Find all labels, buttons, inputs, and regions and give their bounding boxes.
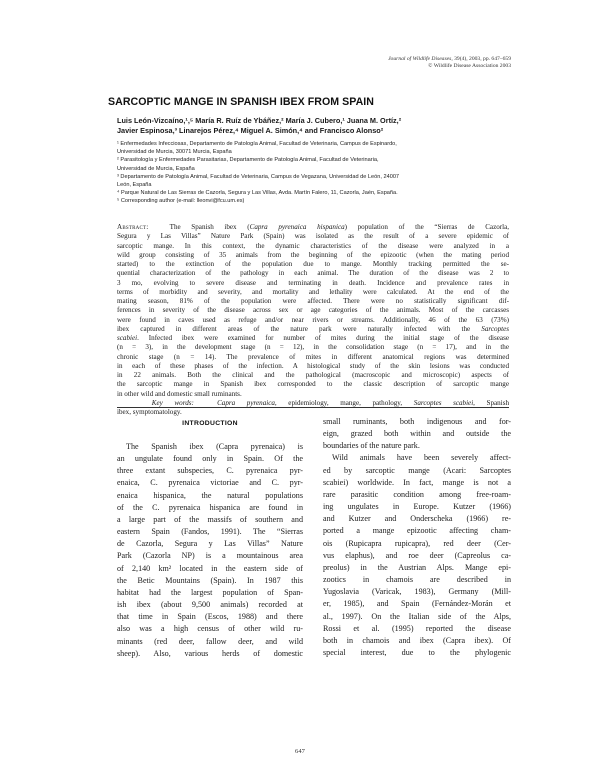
affiliation-line: ³ Departamento de Patología Animal, Facultad de Veterinaria, Campus de Vegazana, Universidad de León, 24007 (117, 173, 400, 180)
author-line: Javier Espinosa,³ Linarejos Pérez,⁴ Miguel A. Simón,⁴ and Francisco Alonso² (117, 126, 384, 136)
body-line: a large part of the massifs of southern and (117, 514, 303, 524)
abstract-line: in other wild and domestic small ruminants. (117, 389, 242, 398)
affiliation-line: ² Parasitología y Enfermedades Parasitarias, Departamento de Patología Animal, Facultad de Veterinaria, (117, 157, 379, 164)
species-name: Sarcoptes (481, 324, 509, 333)
body-line: habitat had the largest population of Span- (117, 587, 303, 597)
body-line: Wild animals have been severely affect- (332, 453, 511, 463)
affiliation-line: ⁴ Parque Natural de Las Sierras de Cazorla, Segura y Las Villas, Avda. Martín Falero, 11, Cazorla, Jaén, España. (117, 190, 398, 197)
body-line: also was a high census of other wild ru- (117, 624, 303, 634)
volume-pages: , 39(4), 2003, pp. 647–659 (451, 56, 511, 62)
body-line: preolus) in the Austrian Alps. Mange epi- (323, 562, 511, 572)
abstract-text: The Spanish ibex ( (169, 223, 250, 231)
affiliation-line: León, España (117, 182, 152, 189)
abstract-line: ferences in severity of the disease across sex or age categories of the animals. Most of the carcasses (117, 306, 509, 315)
section-heading: INTRODUCTION (182, 420, 238, 427)
author-line: Luis León-Vizcaíno,¹,⁵ María R. Ruíz de Ybáñez,² María J. Cubero,¹ Juana M. Ortíz,² (117, 116, 402, 125)
abstract-line: in 22 animals. Both the clinical and the pathological (macroscopic and microscopic) aspects of (117, 371, 509, 379)
body-line: both in chamois and ibex (Capra ibex). Of (323, 635, 511, 645)
body-line: special interest, due to the phylogenic (323, 647, 511, 657)
body-line: Park (Cazorla NP) is a mountainous area (117, 551, 303, 561)
species-name: Capra pyrenaica hispanica (249, 223, 345, 231)
body-line: rare parasitic condition among free-roam- (323, 489, 511, 499)
abstract-text: ibex captured in different areas of the nature park were naturally infected with the (117, 324, 482, 333)
abstract-text: ) population of the “Sierras de Cazorla, (344, 223, 510, 231)
affiliation-line: Universidad de Murcia, España (117, 165, 195, 172)
abstract-line: wild group consisting of 35 animals from the beginning of the epizootic (when the mating period (117, 250, 509, 259)
abstract-line (117, 325, 509, 334)
abstract-line: Segura y Las Villas” Nature Park (Spain) was isolated as the result of a severe epidemic of (117, 232, 509, 241)
body-line: that time in Spain (Escos, 1988) and there (117, 612, 303, 622)
body-line: eastern Spain (Fandos, 1991). The “Sierras (117, 527, 303, 537)
keyword: Capra pyrenaica (217, 398, 275, 407)
body-line: of the C. pyrenaica hispanica are found in (117, 502, 303, 512)
affiliation-line: ¹ Enfermedades Infecciosas, Departamento de Patología Animal, Facultad de Veterinaria, Campus de Espinardo, (117, 141, 397, 147)
author-list (117, 116, 517, 137)
abstract-line: sarcoptic mange. In this context, the dynamic characteristics of the disease were analyzed in a (117, 241, 509, 250)
body-line: the Betic Mountains (Spain). In 1987 this (117, 575, 303, 585)
abstract-line (117, 223, 509, 232)
article-title: SARCOPTIC MANGE IN SPANISH IBEX FROM SPAIN (108, 96, 374, 108)
body-line: ois (Rupicapra rupicapra), red deer (Cer- (323, 538, 511, 548)
body-line: de Cazorla, Segura y Las Villas” Nature (117, 539, 303, 549)
abstract-line: chronic stage (n = 14). The prevalence of mites in different anatomical regions was determined (117, 352, 509, 361)
body-line: Yugoslavia (Varicak, 1983), Germany (Mill- (323, 587, 511, 597)
key-words-label: Key words: (151, 398, 194, 407)
citation-line (271, 56, 511, 63)
body-line: ing ungulates in Europe. Kutzer (1966) (323, 502, 511, 512)
abstract-label: Abstract: (117, 223, 149, 231)
body-line: three extant subspecies, C. pyrenaica pyr- (117, 466, 303, 476)
body-line: ish ibex (about 9,500 animals) recorded at (117, 600, 303, 610)
body-line: al., 1997). On the Italian side of the Alps, (323, 611, 511, 621)
body-line: boundaries of the nature park. (323, 441, 420, 451)
page-number: 647 (295, 748, 305, 755)
abstract-line: were found in caves used as refuge and/or near rivers or streams. Additionally, 46 of the 63 (73%) (117, 315, 509, 324)
body-line: zootics in chamois are described in (323, 575, 511, 585)
abstract-line (117, 334, 509, 343)
body-line: The Spanish ibex (Capra pyrenaica) is (126, 442, 303, 451)
abstract-line: in each of these phases of the infection. A histological study of the skin lesions was conducted (117, 361, 509, 370)
keyword: , epidemiology, mange, pathology, (274, 398, 414, 407)
affiliation-list (117, 140, 517, 206)
body-line: ported a mange epizootic affecting cham- (323, 526, 511, 536)
body-line: er, 1985), and Spain (Fernández-Morán et (323, 599, 511, 609)
corresponding-author: ⁵ Corresponding author (e-mail: lleonvi@fcu.um.es) (117, 198, 245, 205)
body-line: minants (red deer, fallow deer, and wild (117, 636, 303, 646)
copyright-line: © Wildlife Disease Association 2003 (428, 62, 511, 69)
section-divider (117, 407, 509, 408)
body-line: and Kutzer and Onderscheka (1966) re- (323, 514, 511, 524)
abstract-line: quential characterization of the pathology in each animal. The duration of the disease was 2 to (117, 269, 509, 278)
body-line: enaica hispanica, the natural populations (117, 490, 303, 500)
journal-citation (271, 56, 511, 69)
abstract-line: started) to the extinction of the population due to mange. Monthly tracking permitted the se- (117, 260, 509, 268)
body-line: an ungulate found only in Spain. Of the (117, 454, 303, 464)
abstract-line: terms of morbidity and severity, and mortality and lethality were calculated. At the end of the (117, 287, 509, 296)
abstract-text: . Infected ibex were examined for number of mites during the initial stage of the disease (137, 334, 509, 342)
body-line: Rossi et al. (1995) reported the disease (323, 623, 511, 633)
body-line: scabiei) worldwide. In fact, mange is not a (323, 477, 511, 487)
body-column-right (323, 416, 511, 659)
body-line: sheep). Also, various herds of domestic (117, 648, 303, 658)
body-line: small ruminants, both indigenous and for- (323, 417, 511, 426)
abstract-line: the sarcoptic mange in Spanish ibex corresponded to the classic description of sarcoptic mange (117, 380, 509, 389)
keyword: Sarcoptes scabiei (413, 398, 474, 407)
body-line: eign, grazed both within and outside the (323, 429, 511, 439)
keyword: , Spanish (473, 398, 510, 407)
abstract-line: (n = 3), in the development stage (n = 12), in the consolidation stage (n = 17), and in the (117, 343, 509, 352)
key-words-line: ibex, symptomatology. (117, 408, 182, 416)
abstract (117, 223, 509, 417)
body-line: of 2,140 km² located in the eastern side of (117, 563, 303, 573)
body-column-left (117, 441, 303, 660)
body-line: vus elaphus), and roe deer (Capreolus ca- (323, 550, 511, 560)
journal-name: Journal of Wildlife Diseases (388, 56, 452, 62)
abstract-line: mating season, 81% of the population were affected. There were no statistically significant dif- (117, 297, 509, 305)
affiliation-line: Universidad de Murcia, 30071 Murcia, España (117, 149, 232, 156)
abstract-line: 3 mo, evolving to severe disease and terminating in death. Incidence and prevalence rates in (117, 278, 509, 287)
species-name: scabiei (117, 334, 138, 342)
body-line: ed by sarcoptic mange (Acari: Sarcoptes (323, 465, 511, 475)
body-line: enaica, C. pyrenaica victoriae and C. pyr- (117, 478, 303, 488)
